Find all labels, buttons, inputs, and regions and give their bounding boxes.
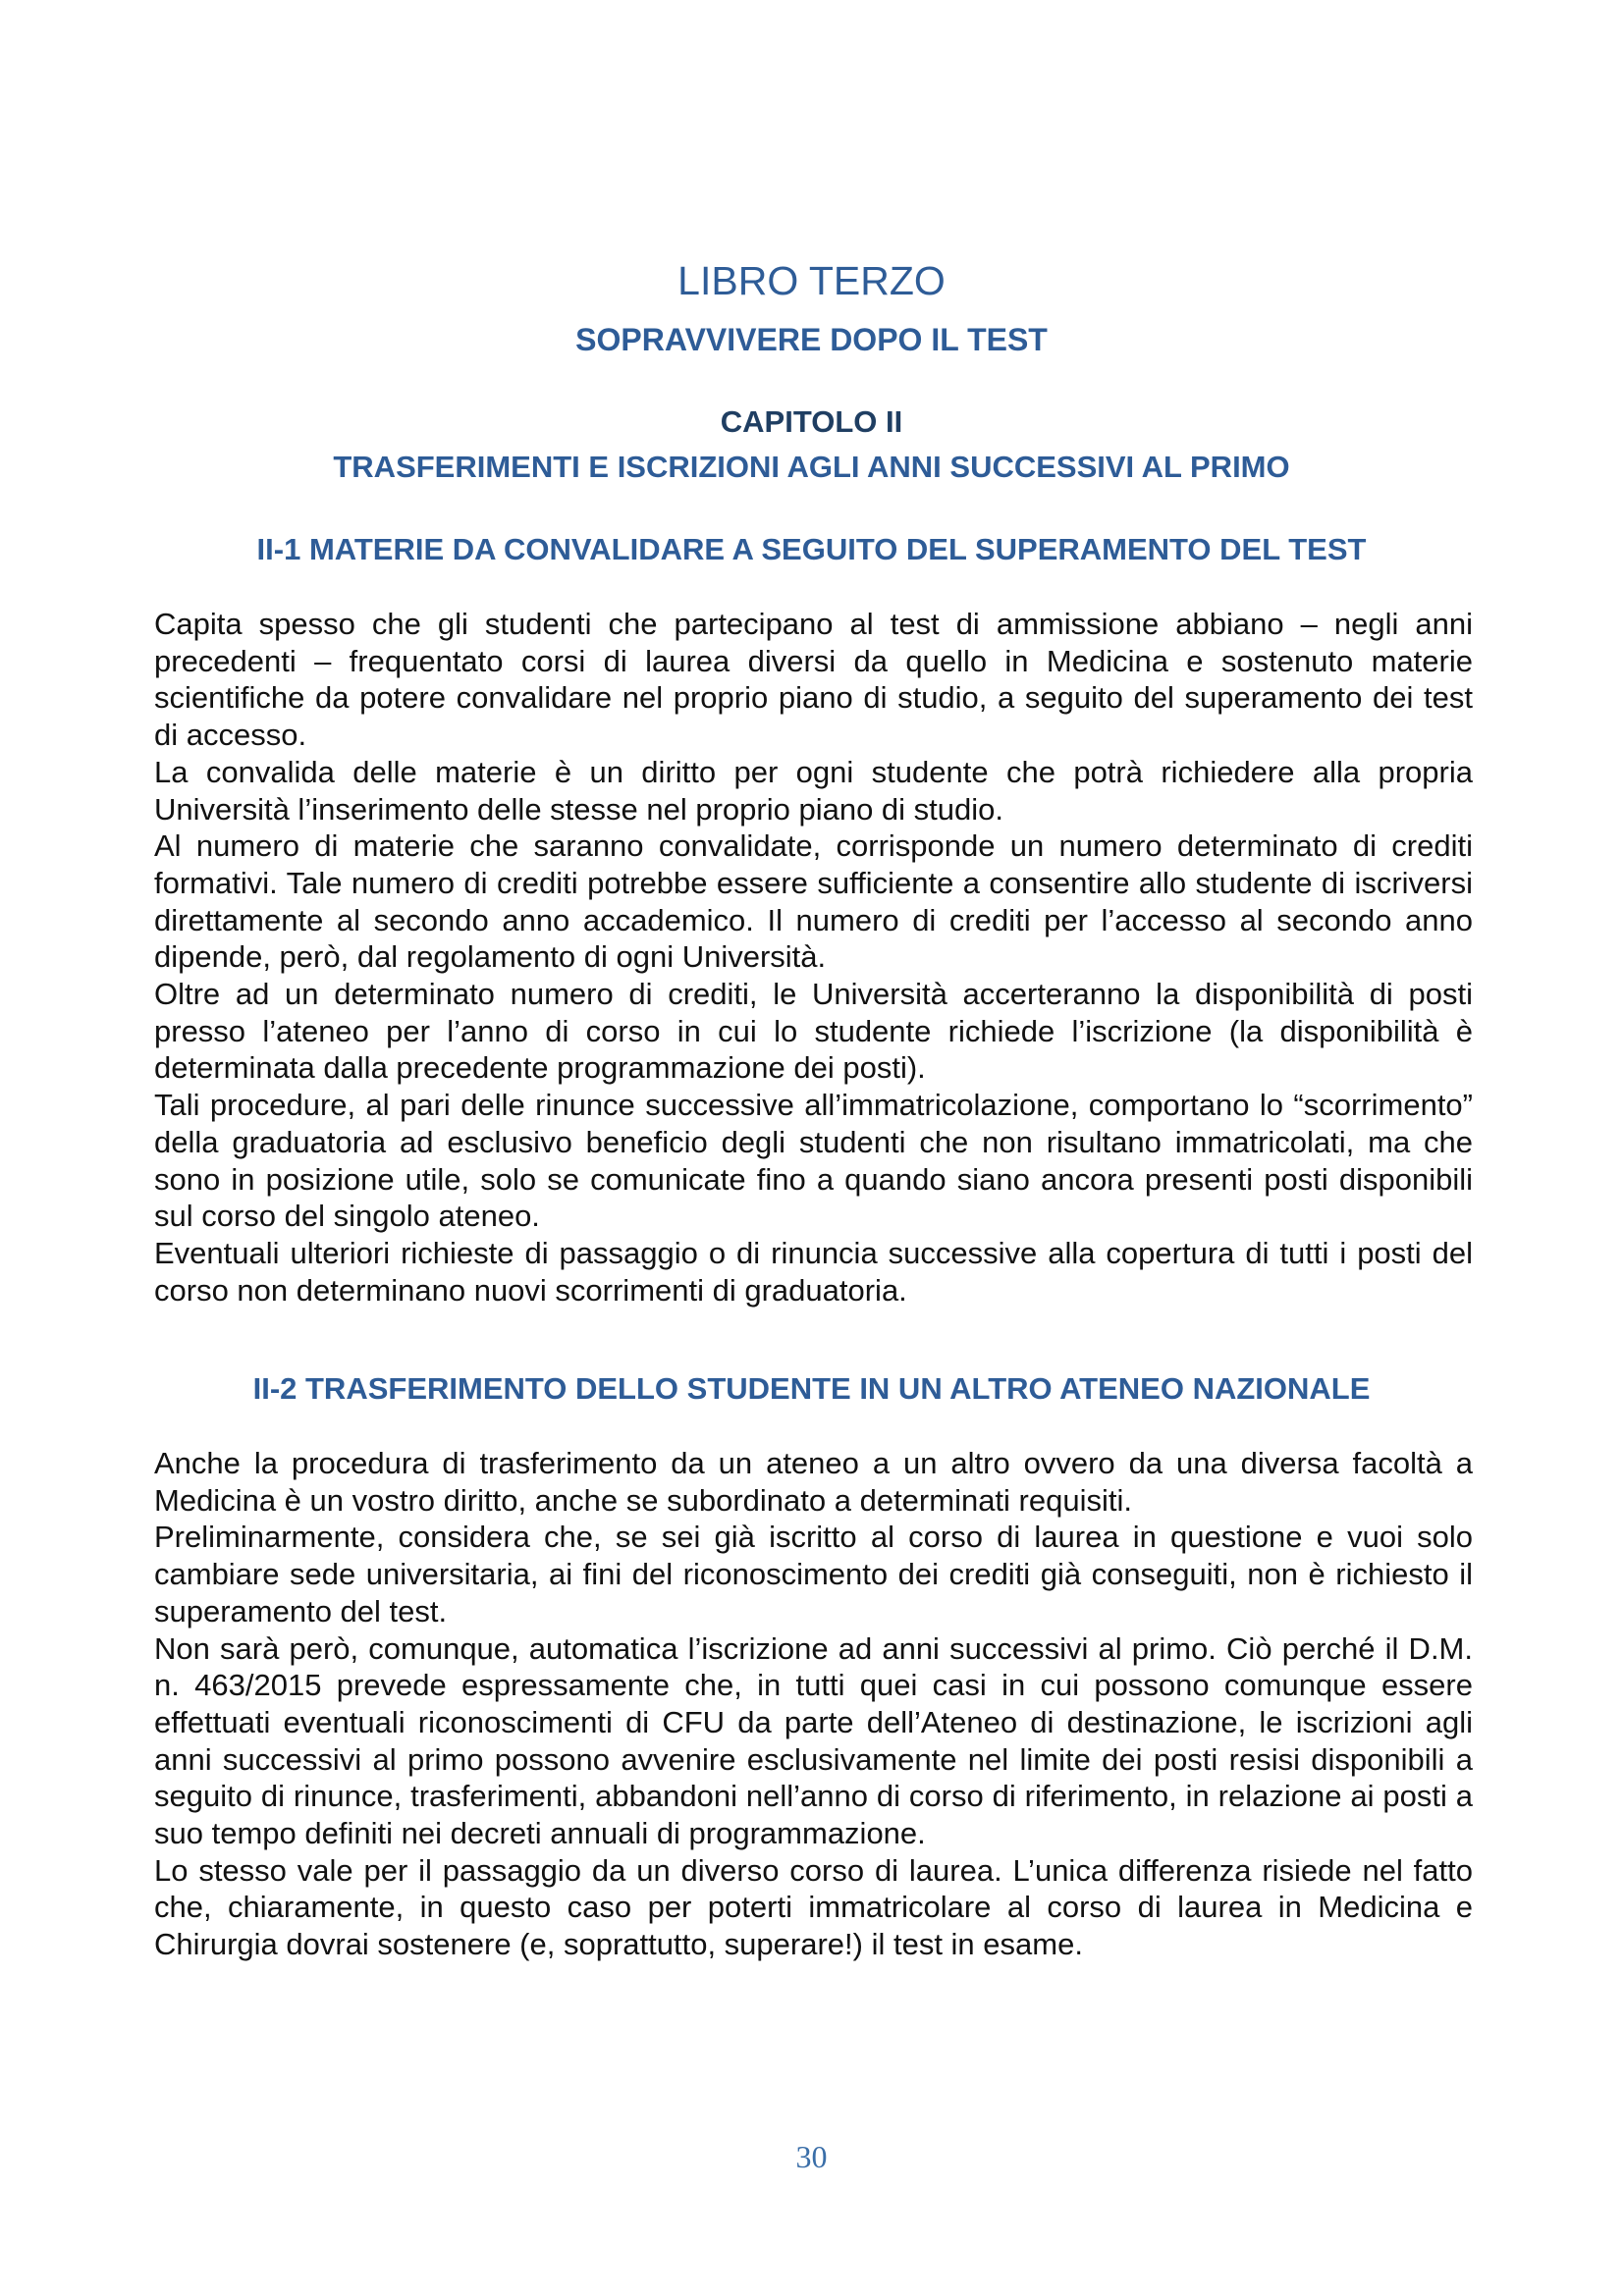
section-heading: II-1 MATERIE DA CONVALIDARE A SEGUITO DEL SUPERAMENTO DEL TEST: [256, 532, 1367, 566]
book-subtitle: SOPRAVVIVERE DOPO IL TEST: [575, 322, 1048, 357]
page-number: 30: [795, 2139, 828, 2174]
paragraph: Tali procedure, al pari delle rinunce successive all’immatricolazione, comportano lo “scorrimento” della graduatoria ad esclusivo beneficio degli studenti che non risultano immatricolati, ma che sono in posizione utile, solo se comunicate fino a quando siano ancora presenti posti disponibili sul corso del singolo ateneo.: [154, 1088, 1473, 1234]
section-heading: II-2 TRASFERIMENTO DELLO STUDENTE IN UN ALTRO ATENEO NAZIONALE: [252, 1371, 1371, 1406]
chapter-title: TRASFERIMENTI E ISCRIZIONI AGLI ANNI SUCCESSIVI AL PRIMO: [333, 450, 1290, 484]
book-title: LIBRO TERZO: [677, 258, 946, 303]
paragraph: Anche la procedura di trasferimento da un ateneo a un altro ovvero da una diversa facoltà a Medicina è un vostro diritto, anche se subordinato a determinati requisiti.: [154, 1446, 1473, 1518]
paragraph: Oltre ad un determinato numero di crediti, le Università accerteranno la disponibilità di posti presso l’ateneo per l’anno di corso in cui lo studente richiede l’iscrizione (la disponibilità è determinata dalla precedente programmazione dei posti).: [154, 977, 1473, 1086]
paragraph: Preliminarmente, considera che, se sei già iscritto al corso di laurea in questione e vuoi solo cambiare sede universitaria, ai fini del riconoscimento dei crediti già conseguiti, non è richiesto il superamento del test.: [154, 1520, 1473, 1629]
paragraph: La convalida delle materie è un diritto per ogni studente che potrà richiedere alla propria Università l’inserimento delle stesse nel proprio piano di studio.: [154, 754, 1473, 827]
paragraph: Non sarà però, comunque, automatica l’iscrizione ad anni successivi al primo. Ciò perché il D.M. n. 463/2015 prevede espressamente che, in tutti quei casi in cui possono comunque essere effettuati eventuali riconoscimenti di CFU da parte dell’Ateneo di destinazione, le iscrizioni agli anni successivi al primo possono avvenire esclusivamente nel limite dei posti resisi disponibili a seguito di rinunce, trasferimenti, abbandoni nell’anno di corso di riferimento, in relazione ai posti a suo tempo definiti nei decreti annuali di programmazione.: [154, 1630, 1473, 1851]
paragraph: Lo stesso vale per il passaggio da un diverso corso di laurea. L’unica differenza risiede nel fatto che, chiaramente, in questo caso per poterti immatricolare al corso di laurea in Medicina e Chirurgia dovrai sostenere (e, soprattutto, superare!) il test in esame.: [154, 1852, 1473, 1962]
chapter-label: CAPITOLO II: [720, 404, 903, 439]
paragraph: Eventuali ulteriori richieste di passaggio o di rinuncia successive alla copertura di tutti i posti del corso non determinano nuovi scorrimenti di graduatoria.: [154, 1235, 1473, 1308]
paragraph: Al numero di materie che saranno convalidate, corrisponde un numero determinato di crediti formativi. Tale numero di crediti potrebbe essere sufficiente a consentire allo studente di iscriversi direttamente al secondo anno accademico. Il numero di crediti per l’accesso al secondo anno dipende, però, dal regolamento di ogni Università.: [154, 828, 1473, 975]
section-body: [154, 1445, 1473, 1963]
paragraph: Capita spesso che gli studenti che partecipano al test di ammissione abbiano – negli anni precedenti – frequentato corsi di laurea diversi da quello in Medicina e sostenuto materie scientifiche da potere convalidare nel proprio piano di studio, a seguito del superamento dei test di accesso.: [154, 607, 1473, 753]
section-body: [154, 606, 1473, 1308]
